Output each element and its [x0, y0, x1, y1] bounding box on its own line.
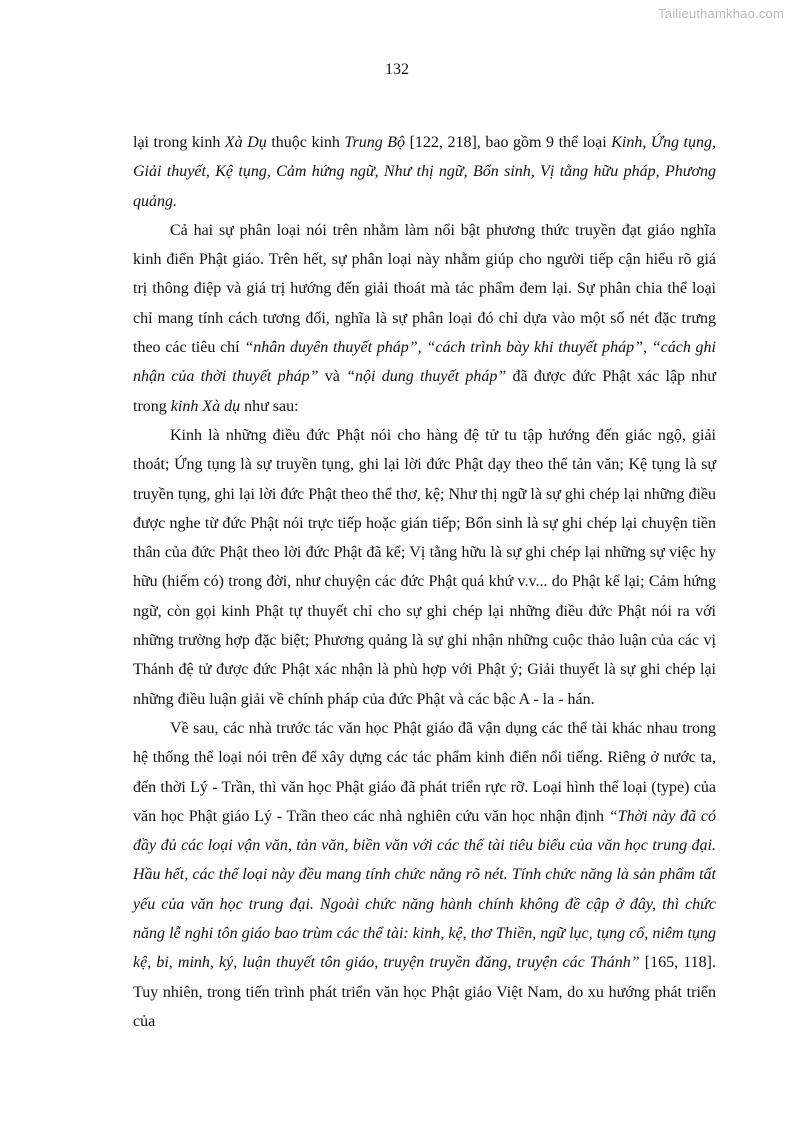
- paragraph-3: [133, 421, 716, 714]
- page-number: 132: [385, 61, 409, 78]
- paragraph-4: [133, 714, 716, 1036]
- italic-text: Kinh, Ứng tụng, Giải thuyết, Kệ tụng, Cảm hứng ngữ, Như thị ngữ, Bổn sinh, Vị tằng hữu pháp, Phương quảng.: [133, 134, 716, 210]
- italic-text: Xà Dụ: [224, 134, 267, 151]
- paragraph-2: [133, 216, 716, 421]
- text-run: Kinh là những điều đức Phật nói cho hàng đệ tử tu tập hướng đến giác ngộ, giải thoát; Ứng tụng là sự truyền tụng, ghi lại lời đức Phật dạy theo thể tản văn; Kệ tụng là sự truyền tụng, ghi lại lời đức Phật theo thể thơ, kệ; Như thị ngữ là sự ghi chép lại những điều được nghe từ đức Phật nói trực tiếp hoặc gián tiếp; Bổn sinh là sự ghi chép lại chuyện tiền thân của đức Phật theo lời đức Phật đã kể; Vị tằng hữu là sự ghi chép lại những sự việc hy hữu (hiếm có) trong đời, như chuyện các đức Phật quá khứ v.v... do Phật kể lại; Cảm hứng ngữ, còn gọi kinh Phật tự thuyết chỉ cho sự ghi chép lại những điều đức Phật nói ra với những trường hợp đặc biệt; Phương quảng là sự ghi nhận những cuộc thảo luận của các vị Thánh đệ tử được đức Phật xác nhận là phù hợp với Phật ý; Giải thuyết là sự ghi chép lại những điều luận giải về chính pháp của đức Phật và các bậc A - la - hán.: [133, 426, 716, 708]
- italic-text: “Thời này đã có đầy đủ các loại vận văn, tản văn, biền văn với các thể tài tiêu biểu của văn học trung đại. Hầu hết, các thể loại này đều mang tính chức năng rõ nét. Tính chức năng là sản phẩm tất yếu của văn học trung đại. Ngoài chức năng hành chính không đề cập ở đây, thì chức năng lễ nghi tôn giáo bao trùm các thể tài: kinh, kệ, thơ Thiền, ngữ lục, tụng cổ, niêm tụng kệ, bi, minh, ký, luận thuyết tôn giáo, truyện truyền đăng, truyện các Thánh”: [133, 807, 717, 972]
- italic-text: “nội dung thuyết pháp”: [346, 368, 507, 386]
- document-body: [133, 128, 716, 1036]
- text-run: [122, 218], bao gồm 9 thể loại: [405, 134, 612, 151]
- italic-text: “nhân duyên thuyết pháp”, “cách trình bày khi thuyết pháp”, “cách ghi nhận của thời thuyết pháp”: [133, 339, 717, 386]
- text-run: lại trong kinh: [133, 134, 225, 151]
- watermark: Tailieuthamkhao.com: [658, 6, 784, 21]
- text-run: đã được đức Phật xác lập như trong: [133, 368, 716, 415]
- italic-text: kinh Xà dụ: [170, 397, 241, 415]
- text-run: và: [318, 368, 347, 386]
- text-run: [165, 118]. Tuy nhiên, trong tiến trình phát triển văn học Phật giáo Việt Nam, do xu hướng phát triển của: [133, 954, 717, 1030]
- text-run: thuộc kinh: [266, 134, 345, 151]
- paragraph-1: [133, 128, 716, 216]
- italic-text: Trung Bộ: [344, 134, 406, 151]
- text-run: Cả hai sự phân loại nói trên nhằm làm nổi bật phương thức truyền đạt giáo nghĩa kinh điển Phật giáo. Trên hết, sự phân loại này nhằm giúp cho người tiếp cận hiểu rõ giá trị thông điệp và giá trị hướng đến giải thoát mà tác phẩm đem lại. Sự phân chia thể loại chỉ mang tính cách tương đối, nghĩa là sự phân loại đó chỉ dựa vào một số nét đặc trưng theo các tiêu chí: [133, 221, 716, 357]
- text-run: như sau:: [240, 397, 299, 415]
- text-run: Về sau, các nhà trước tác văn học Phật giáo đã vận dụng các thể tài khác nhau trong hệ thống thể loại nói trên để xây dựng các tác phẩm kinh điển nổi tiếng. Riêng ở nước ta, đến thời Lý - Trần, thì văn học Phật giáo đã phát triển rực rỡ. Loại hình thể loại (type) của văn học Phật giáo Lý - Trần theo các nhà nghiên cứu văn học nhận định: [133, 719, 716, 825]
